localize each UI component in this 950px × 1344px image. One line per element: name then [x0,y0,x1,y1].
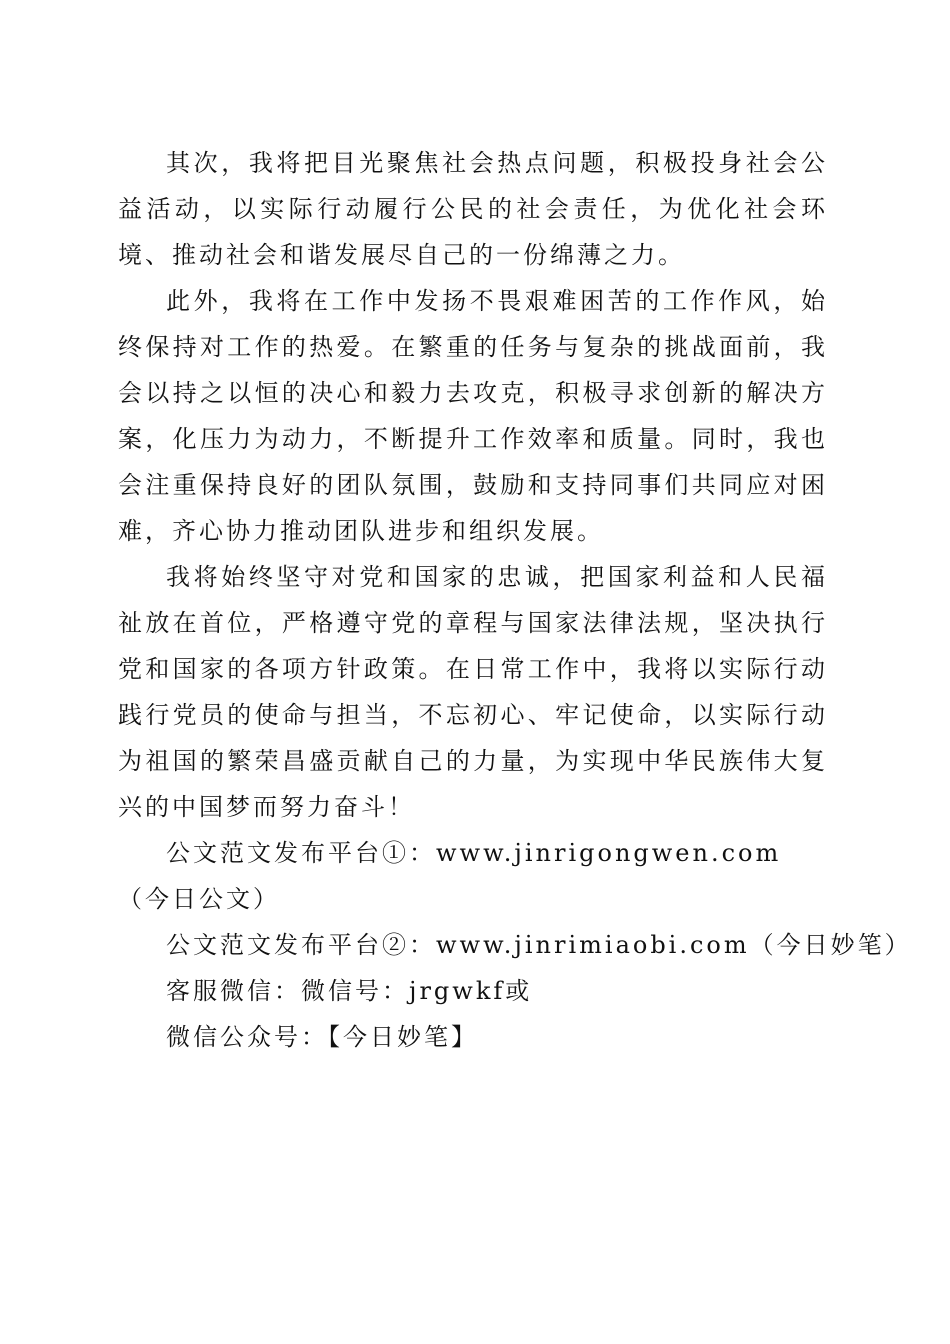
platform-2-line: 公文范文发布平台②：www.jinrimiaobi.com（今日妙笔） [166,931,912,959]
document-body [118,140,912,1060]
paragraph-loyalty: 我将始终坚守对党和国家的忠诚，把国家利益和人民福祉放在首位，严格遵守党的章程与国家法律法规，坚决执行党和国家的各项方针政策。在日常工作中，我将以实际行动践行党员的使命与担当，不忘初心、牢记使命，以实际行动为祖国的繁荣昌盛贡献自己的力量，为实现中华民族伟大复兴的中国梦而努力奋斗！ [118,563,828,821]
paragraph-social-responsibility: 其次，我将把目光聚焦社会热点问题，积极投身社会公益活动，以实际行动履行公民的社会责任，为优化社会环境、推动社会和谐发展尽自己的一份绵薄之力。 [118,149,828,269]
wechat-line: 客服微信：微信号：jrgwkf或 [166,977,533,1005]
official-account-line: 微信公众号：【今日妙笔】 [166,1023,478,1051]
platform-1-line: 公文范文发布平台①：www.jinrigongwen.com（今日公文） [118,839,782,913]
paragraph-work-style: 此外，我将在工作中发扬不畏艰难困苦的工作作风，始终保持对工作的热爱。在繁重的任务与复杂的挑战面前，我会以持之以恒的决心和毅力去攻克，积极寻求创新的解决方案，化压力为动力，不断提升工作效率和质量。同时，我也会注重保持良好的团队氛围，鼓励和支持同事们共同应对困难，齐心协力推动团队进步和组织发展。 [118,287,828,545]
